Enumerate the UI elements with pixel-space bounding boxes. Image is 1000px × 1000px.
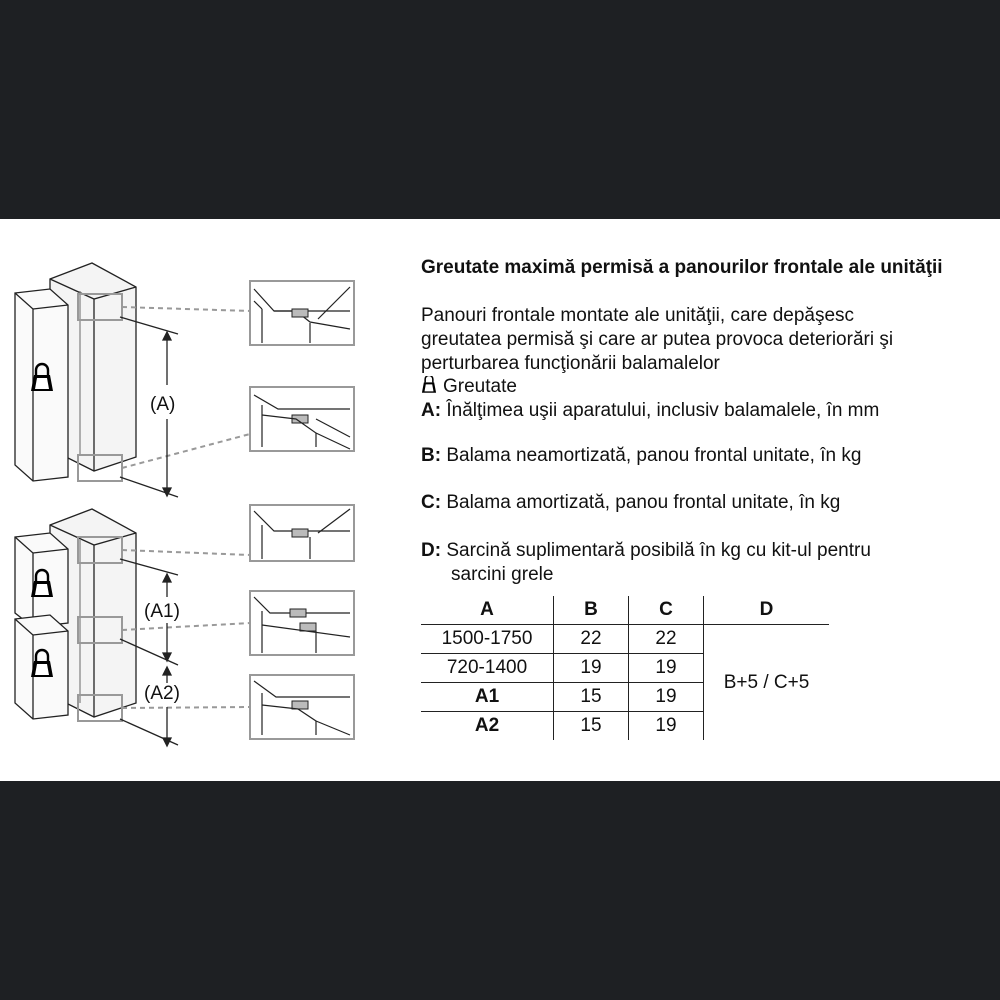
legend-weight-label: Greutate bbox=[443, 376, 517, 397]
cell-b: 15 bbox=[554, 683, 629, 712]
section-title-line-1 bbox=[421, 256, 961, 280]
cell-c: 19 bbox=[629, 712, 704, 741]
legend-a bbox=[421, 399, 879, 423]
legend-b-text: Balama neamortizată, panou frontal unitate, în kg bbox=[446, 445, 862, 466]
intro-line-2: greutatea permisă şi care ar putea provoca deteriorări şi bbox=[421, 329, 894, 350]
detail-box-bottom-3 bbox=[250, 675, 354, 739]
appliance-single-door bbox=[15, 263, 136, 481]
detail-box-bottom-1 bbox=[250, 505, 354, 561]
cell-a: A2 bbox=[474, 715, 500, 736]
legend-a-text: Înălţimea uşii aparatului, inclusiv balamalele, în mm bbox=[446, 400, 880, 421]
label-a: (A) bbox=[150, 394, 176, 415]
legend-c-text: Balama amortizată, panou frontal unitate, în kg bbox=[446, 492, 841, 513]
legend-a-key: A: bbox=[421, 400, 442, 421]
table-header-d: D bbox=[704, 596, 830, 625]
label-a1: (A1) bbox=[144, 601, 180, 622]
legend-b-key: B: bbox=[421, 445, 442, 466]
intro-line-3: perturbarea funcţionării balamalelor bbox=[421, 353, 720, 374]
detail-box-top-lower bbox=[250, 387, 354, 451]
legend-weight bbox=[421, 375, 517, 399]
legend-c-key: C: bbox=[421, 492, 442, 513]
legend-d-text-1: Sarcină suplimentară posibilă în kg cu kit-ul pentru bbox=[446, 540, 871, 561]
cell-d: B+5 / C+5 bbox=[723, 671, 810, 693]
detail-box-bottom-2 bbox=[250, 591, 354, 655]
table-header-a: A bbox=[421, 596, 554, 625]
cell-b: 19 bbox=[554, 654, 629, 683]
cell-a: A1 bbox=[421, 683, 554, 712]
cell-a: 720-1400 bbox=[421, 654, 554, 683]
legend-c bbox=[421, 491, 840, 515]
cell-a: 1500-1750 bbox=[421, 625, 554, 654]
legend-d-key: D: bbox=[421, 540, 442, 561]
table-header-b: B bbox=[554, 596, 629, 625]
legend-d-line-2: sarcini grele bbox=[451, 564, 554, 585]
section-title: Greutate maximă permisă a panourilor frontale ale unităţii bbox=[421, 257, 943, 278]
weight-lock-icon bbox=[421, 376, 437, 394]
table-header-c: C bbox=[629, 596, 704, 625]
appliance-double-door bbox=[15, 509, 136, 719]
label-a2: (A2) bbox=[144, 683, 180, 704]
installation-diagram bbox=[0, 219, 400, 781]
cell-b: 22 bbox=[554, 625, 629, 654]
cell-b: 15 bbox=[554, 712, 629, 741]
table-row bbox=[421, 625, 829, 654]
intro-line-1: Panouri frontale montate ale unităţii, care depăşesc bbox=[421, 305, 855, 326]
weight-table bbox=[421, 596, 829, 740]
cell-c: 19 bbox=[629, 683, 704, 712]
detail-box-top-upper bbox=[250, 281, 354, 345]
legend-b bbox=[421, 444, 861, 468]
cell-c: 19 bbox=[629, 654, 704, 683]
cell-c: 22 bbox=[629, 625, 704, 654]
legend-d bbox=[421, 539, 871, 563]
content-panel bbox=[0, 219, 1000, 781]
